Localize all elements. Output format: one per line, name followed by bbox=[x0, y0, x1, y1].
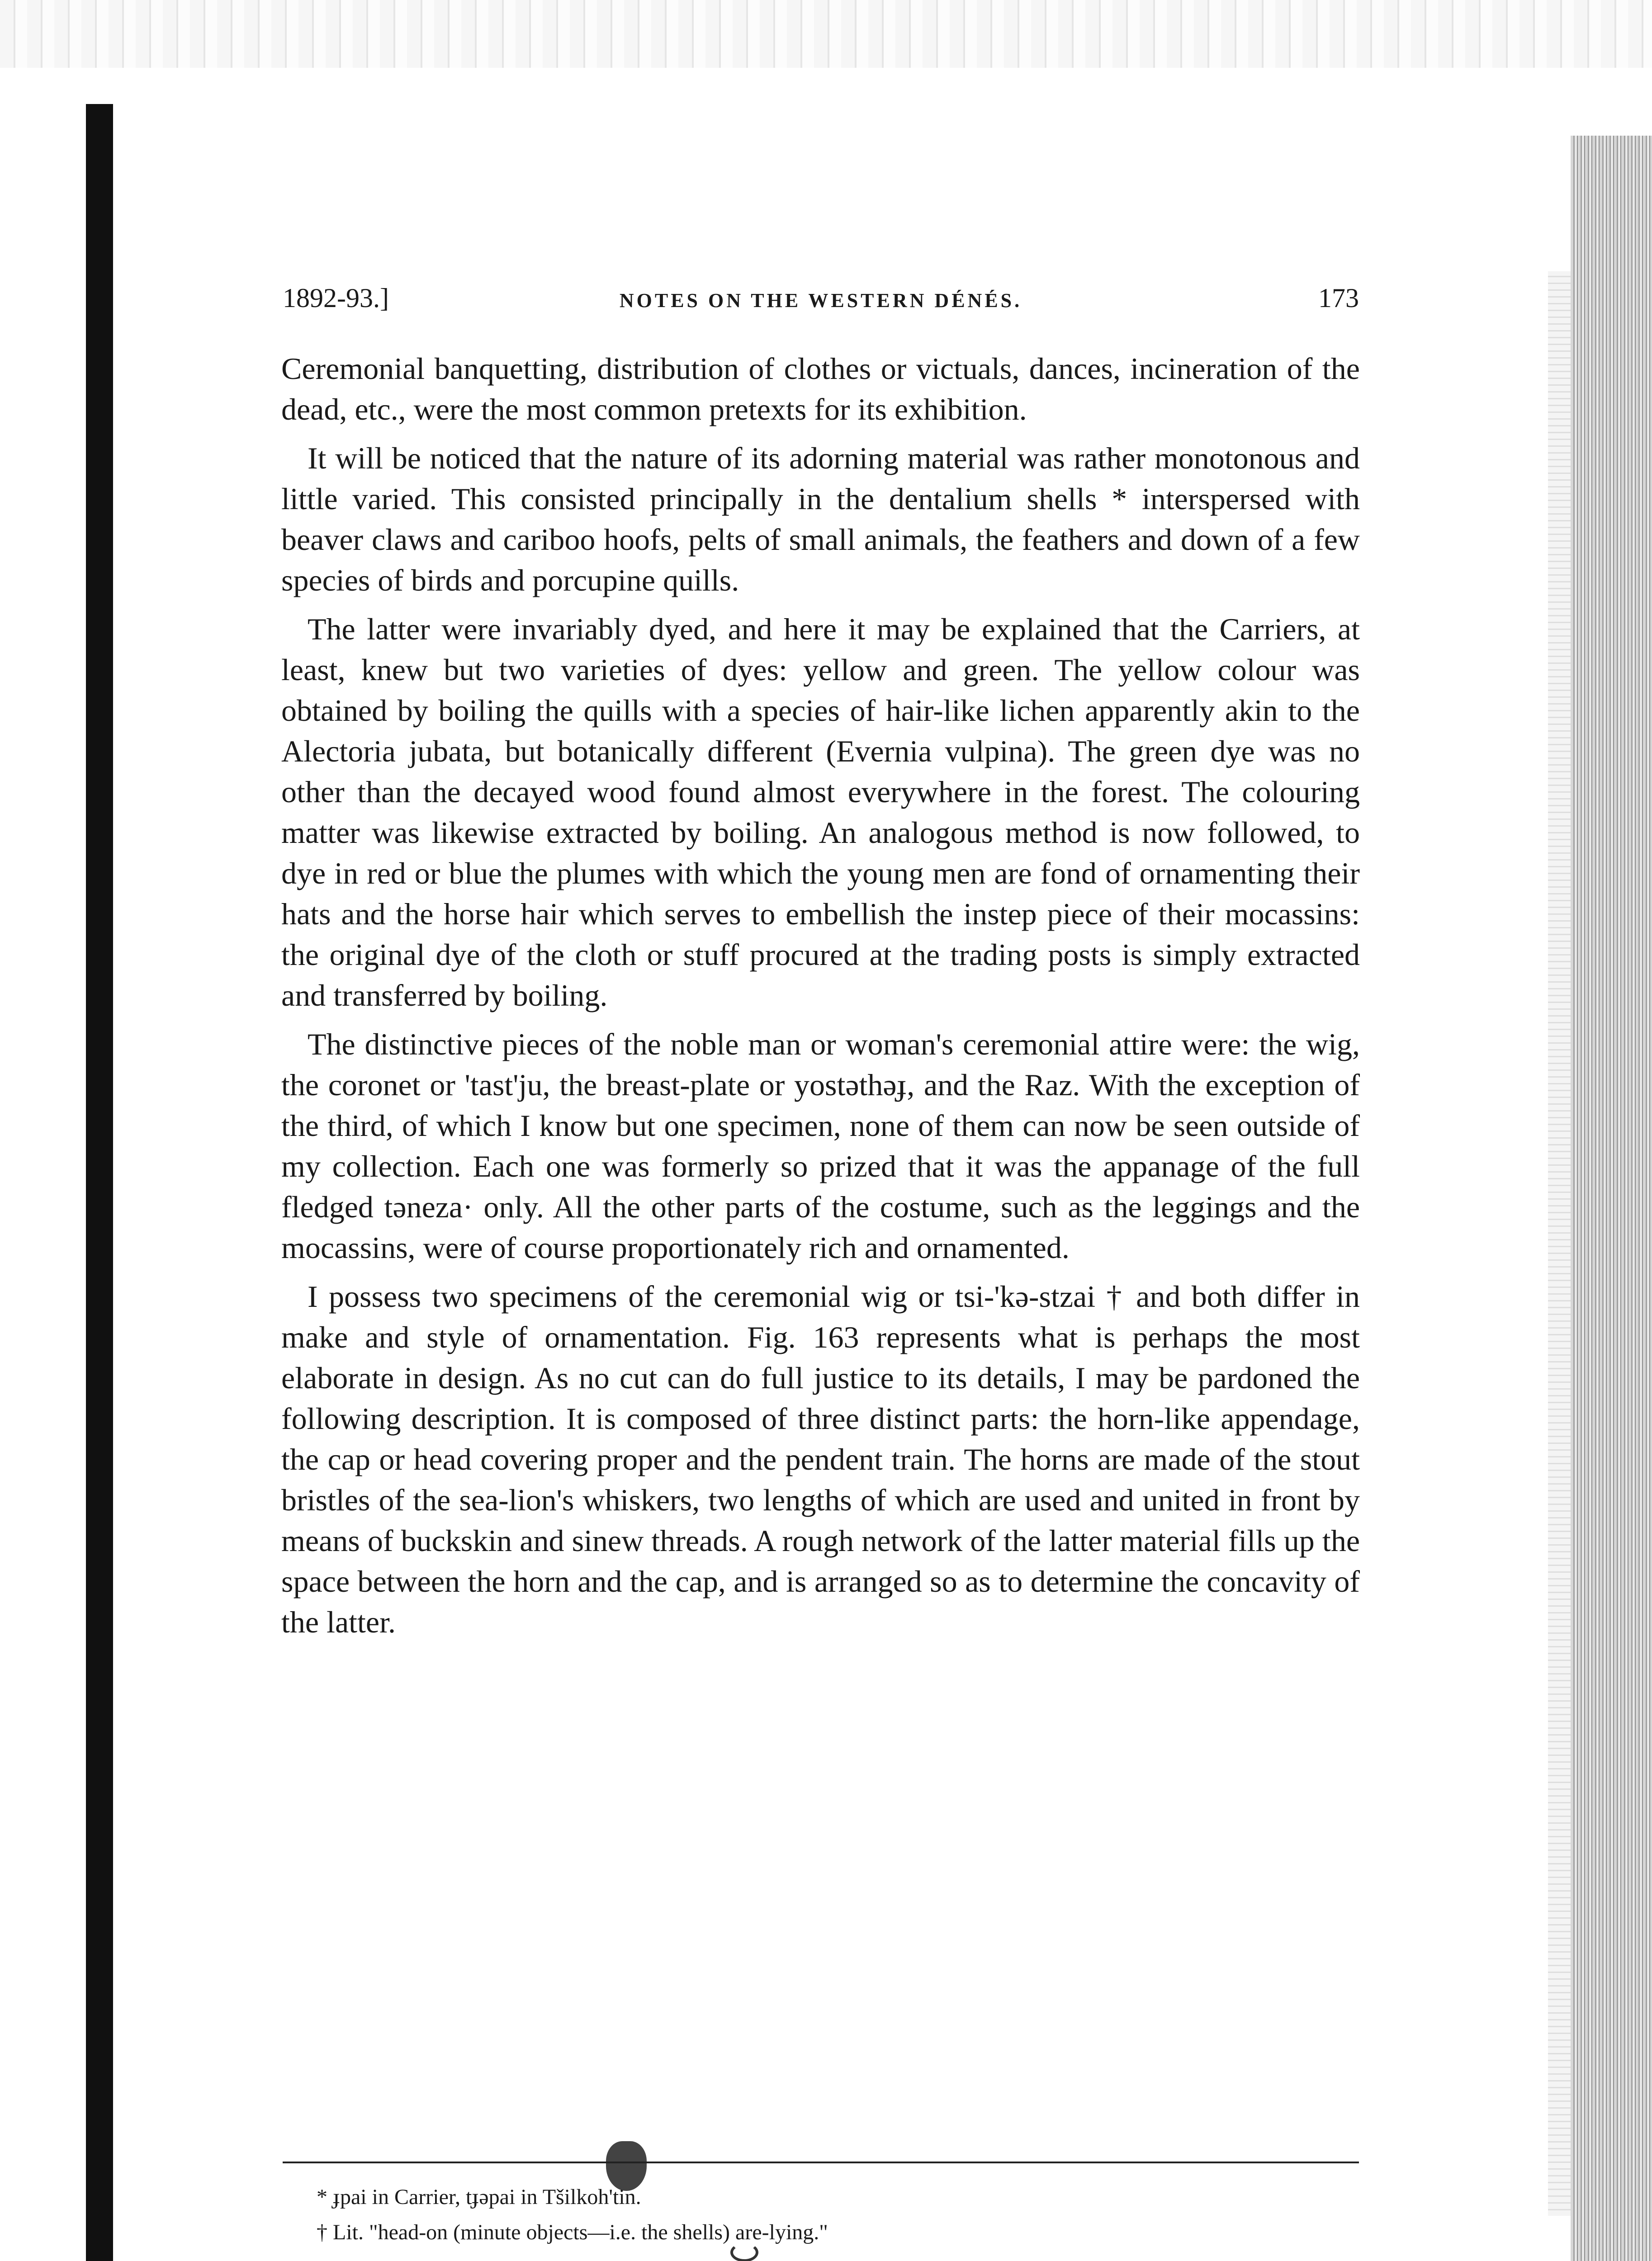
scan-spine-shadow bbox=[86, 104, 113, 2261]
paragraph: I possess two specimens of the ceremonial wig or tsi-'kə-stzai † and both differ in make and style of ornamentation. Fig. 163 represents what is perhaps the most elaborate in design. As no cut can do full justice to its details, I may be pardoned the following description. It is composed of three distinct parts: the horn-like appendage, the cap or head covering proper and the pendent train. The horns are made of the stout bristles of the sea-lion's whiskers, two lengths of which are used and united in front by means of buckskin and sinew threads. A rough network of the latter material fills up the space between the horn and the cap, and is arranged so as to determine the concavity of the latter. bbox=[281, 1279, 1360, 1639]
scan-page-edges bbox=[1571, 136, 1652, 2261]
scan-top-noise bbox=[0, 0, 1652, 68]
scan-page-edge-shadow bbox=[1548, 271, 1571, 2216]
page-number: 173 bbox=[1318, 283, 1359, 313]
footnotes bbox=[317, 2180, 1357, 2250]
running-title: NOTES ON THE WESTERN DÉNÉS. bbox=[619, 289, 1022, 312]
footnote: * ɟpai in Carrier, tɟəpai in Tšilkoh'tin. bbox=[317, 2185, 641, 2209]
paragraph: The latter were invariably dyed, and here it may be explained that the Carriers, at least, knew but two varieties of dyes: yellow and green. The yellow colour was obtained by boiling the quills with a species of hair-like lichen apparently akin to the Alectoria jubata, but botanically different (Evernia vulpina). The green dye was no other than the decayed wood found almost everywhere in the forest. The colouring matter was likewise extracted by boiling. An analogous method is now followed, to dye in red or blue the plumes with which the young men are fond of ornamenting their hats and the horse hair which serves to embellish the instep piece of their mocassins: the original dye of the cloth or stuff procured at the trading posts is simply extracted and transferred by boiling. bbox=[281, 612, 1360, 1012]
paragraph: Ceremonial banquetting, distribution of clothes or victuals, dances, incineration of the dead, etc., were the most common pretexts for its exhibition. bbox=[281, 351, 1360, 426]
body-text bbox=[281, 348, 1360, 1651]
running-header bbox=[283, 283, 1359, 323]
paragraph: The distinctive pieces of the noble man or woman's ceremonial attire were: the wig, the coronet or 'tast'ju, the breast-plate or yostəthəɟ, and the Raz. With the exception of the third, of which I know but one specimen, none of them can now be seen outside of my collection. Each one was formerly so prized that it was the appanage of the full fledged təneza· only. All the other parts of the costume, such as the leggings and the mocassins, were of course proportionately rich and ornamented. bbox=[281, 1027, 1360, 1265]
paragraph: It will be noticed that the nature of its adorning material was rather monotonous and little varied. This consisted principally in the dentalium shells * interspersed with beaver claws and cariboo hoofs, pelts of small animals, the feathers and down of a few species of birds and porcupine quills. bbox=[281, 441, 1360, 597]
volume-years: 1892-93.] bbox=[283, 283, 389, 313]
footnote: † Lit. "head-on (minute objects—i.e. the shells) are-lying." bbox=[317, 2220, 828, 2244]
scan-artifact-mark bbox=[730, 2243, 758, 2261]
footnote-divider bbox=[283, 2162, 1359, 2163]
